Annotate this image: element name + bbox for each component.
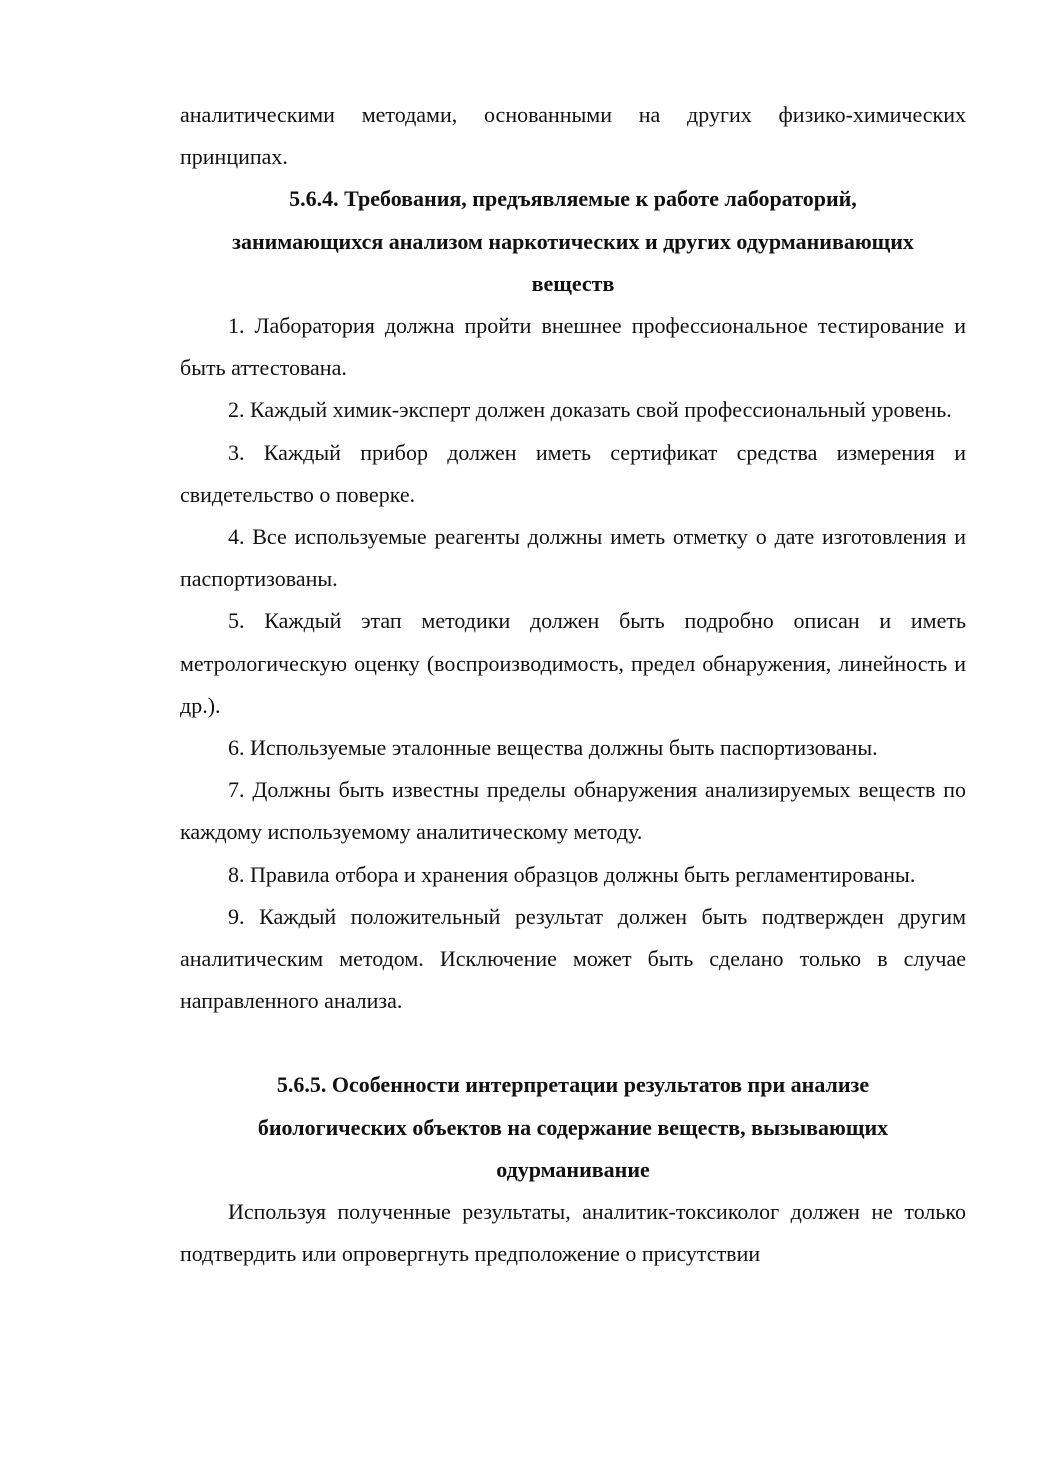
list-item: 6. Используемые эталонные вещества должны быть паспортизованы. <box>228 735 878 761</box>
list-item: 9. Каждый положительный результат должен быть подтвержден другим аналитическим методом. Исключение может быть сделано только в случае направленного анализа. <box>180 903 966 1014</box>
list-item: 2. Каждый химик-эксперт должен доказать свой профессиональный уровень. <box>228 397 952 423</box>
list-item: 3. Каждый прибор должен иметь сертификат средства измерения и свидетельство о поверке. <box>180 439 966 507</box>
list-item: 7. Должны быть известны пределы обнаружения анализируемых веществ по каждому используемому аналитическому методу. <box>180 777 966 845</box>
section-564-list <box>180 305 966 1022</box>
list-item: 4. Все используемые реагенты должны иметь отметку о дате изготовления и паспортизованы. <box>180 524 966 592</box>
list-item: 1. Лаборатория должна пройти внешнее профессиональное тестирование и быть аттестована. <box>180 313 966 381</box>
section-spacer <box>180 1022 966 1064</box>
section-564-heading: 5.6.4. Требования, предъявляемые к работе лабораторий, занимающихся анализом наркотических и других одурманивающих веществ <box>232 186 914 296</box>
section-565-paragraph: Используя полученные результаты, аналитик-токсиколог должен не только подтвердить или опровергнуть предположение о присутствии <box>180 1199 966 1267</box>
section-565-heading: 5.6.5. Особенности интерпретации результатов при анализе биологических объектов на содержание веществ, вызывающих одурманивание <box>257 1072 889 1182</box>
list-item: 5. Каждый этап методики должен быть подробно описан и иметь метрологическую оценку (воспроизводимость, предел обнаружения, линейность и др.). <box>180 608 966 718</box>
document-page <box>180 94 966 1275</box>
intro-continuation-paragraph: аналитическими методами, основанными на других физико-химических принципах. <box>180 102 966 170</box>
list-item: 8. Правила отбора и хранения образцов должны быть регламентированы. <box>228 861 916 887</box>
